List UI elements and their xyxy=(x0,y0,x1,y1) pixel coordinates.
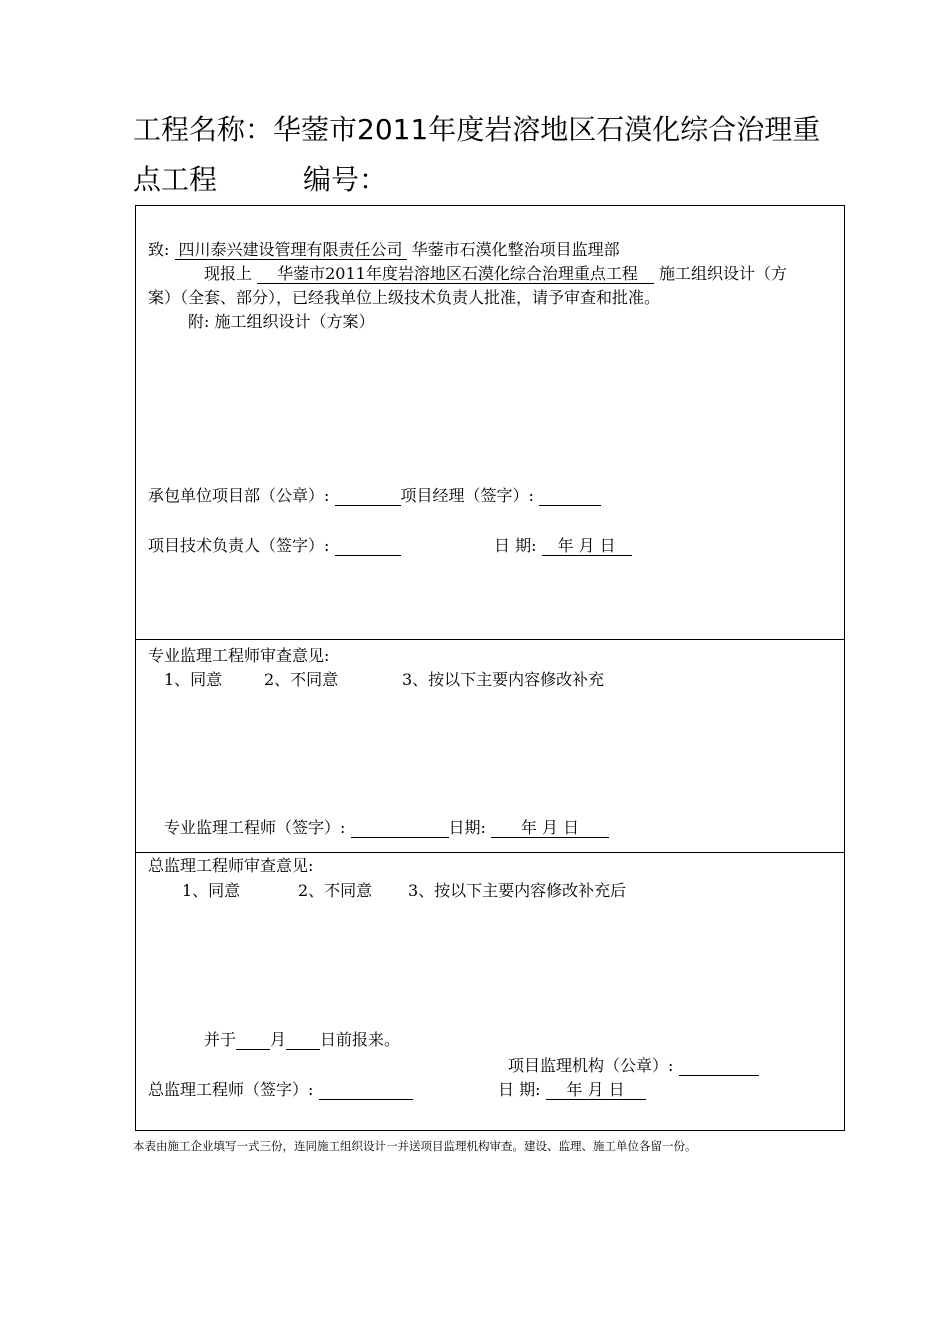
section2-date-label: 日期: xyxy=(448,818,486,837)
date3-label: 日 期: xyxy=(498,1080,541,1099)
section3-opt3[interactable]: 3、按以下主要内容修改补充后 xyxy=(408,881,627,900)
chief-sign-field[interactable] xyxy=(319,1083,413,1100)
section3-heading: 总监理工程师审查意见: xyxy=(148,856,314,875)
to-line xyxy=(148,240,620,260)
project-name-part2: 点工程 xyxy=(133,163,218,196)
to-company: 四川泰兴建设管理有限责任公司 xyxy=(175,241,407,260)
date1-value[interactable]: 年 月 日 xyxy=(542,537,632,556)
section-divider-2 xyxy=(136,852,844,853)
return-line xyxy=(204,1030,400,1050)
date1-line xyxy=(494,536,632,556)
chief-sign-label: 总监理工程师（签字）: xyxy=(148,1080,314,1099)
return-month-label: 月 xyxy=(270,1030,287,1049)
return-suffix: 日前报来。 xyxy=(320,1030,401,1049)
section3-opt1[interactable]: 1、同意 xyxy=(182,881,241,900)
return-prefix: 并于 xyxy=(204,1030,237,1049)
section2-date-value[interactable]: 年 月 日 xyxy=(491,819,609,838)
form-frame xyxy=(135,205,845,1131)
org-seal-field[interactable] xyxy=(679,1059,759,1076)
footnote: 本表由施工企业填写一式三份，连同施工组织设计一并送项目监理机构审查。建设、监理、施工单位各留一份。 xyxy=(133,1139,697,1153)
section-divider-1 xyxy=(136,639,844,640)
section2-opt3[interactable]: 3、按以下主要内容修改补充 xyxy=(402,670,605,689)
report-line2: 案）（全套、部分），已经我单位上级技术负责人批准，请予审查和批准。 xyxy=(148,288,661,307)
section3-opt2[interactable]: 2、不同意 xyxy=(298,881,373,900)
section2-sign-line xyxy=(164,818,609,838)
date3-line xyxy=(498,1080,646,1100)
report-suffix: 施工组织设计（方 xyxy=(658,264,787,283)
section2-opt2[interactable]: 2、不同意 xyxy=(264,670,339,689)
project-label: 工程名称： xyxy=(133,113,274,146)
return-day-field[interactable] xyxy=(286,1033,320,1050)
report-prefix: 现报上 xyxy=(204,264,253,283)
tech-label: 项目技术负责人（签字）: xyxy=(148,536,330,555)
project-name-part1: 华蓥市2011年度岩溶地区石漠化综合治理重 xyxy=(273,113,821,146)
section2-sign-field[interactable] xyxy=(351,821,449,838)
report-line xyxy=(204,264,787,284)
org-line xyxy=(508,1056,759,1076)
to-label: 致: xyxy=(148,240,170,259)
attach-line: 附: 施工组织设计（方案） xyxy=(188,312,375,331)
contractor-line xyxy=(148,486,601,506)
pm-sign-field[interactable] xyxy=(539,489,601,506)
org-label: 项目监理机构（公章）: xyxy=(508,1056,674,1075)
contractor-label: 承包单位项目部（公章）: xyxy=(148,486,330,505)
report-project: 华蓥市2011年度岩溶地区石漠化综合治理重点工程 xyxy=(257,265,654,284)
section2-sign-label: 专业监理工程师（签字）: xyxy=(164,818,346,837)
to-dept: 华蓥市石漠化整治项目监理部 xyxy=(411,240,620,259)
pm-label: 项目经理（签字）: xyxy=(400,486,534,505)
chief-sign-line xyxy=(148,1080,413,1100)
section2-heading: 专业监理工程师审查意见: xyxy=(148,646,330,665)
tech-line xyxy=(148,536,401,556)
contractor-seal-field[interactable] xyxy=(335,489,401,506)
project-title-line2 xyxy=(133,165,853,195)
tech-sign-field[interactable] xyxy=(335,539,401,556)
section2-opt1[interactable]: 1、同意 xyxy=(164,670,223,689)
date3-value[interactable]: 年 月 日 xyxy=(546,1081,646,1100)
project-title-line1 xyxy=(133,115,853,145)
number-label: 编号： xyxy=(303,163,388,196)
return-month-field[interactable] xyxy=(236,1033,270,1050)
date1-label: 日 期: xyxy=(494,536,537,555)
